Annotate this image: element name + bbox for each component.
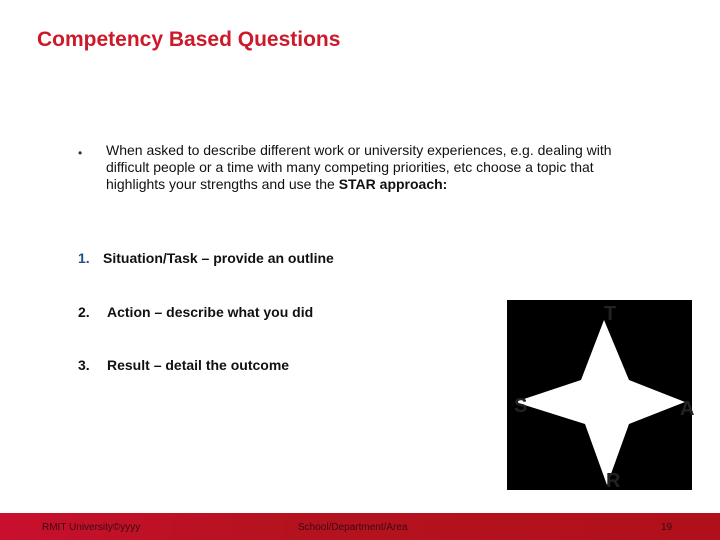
bullet-marker: •	[78, 146, 83, 160]
step-number: 2.	[78, 304, 90, 320]
step-dash: –	[153, 357, 162, 373]
intro-paragraph	[106, 142, 616, 193]
footer-area: School/Department/Area	[298, 522, 408, 533]
step-dash: –	[154, 304, 163, 320]
four-point-star-icon	[507, 300, 695, 490]
footer-org: RMIT University©yyyy	[42, 522, 141, 533]
star-letter-a: A	[680, 398, 695, 420]
intro-tail: approach:	[379, 176, 448, 192]
step-description: provide an outline	[213, 250, 334, 266]
step-label: Action	[107, 304, 151, 320]
step-number: 1.	[78, 250, 90, 266]
step-label: Result	[107, 357, 150, 373]
footer-bar	[0, 513, 720, 540]
star-letter-t: T	[604, 303, 617, 325]
step-result	[78, 357, 289, 373]
step-dash: –	[201, 250, 210, 266]
intro-text: When asked to describe different work or university experiences, e.g. dealing with difficult people or a time with many competing priorities, etc choose a topic that highlights your strengths and use the	[106, 142, 612, 192]
step-number: 3.	[78, 357, 90, 373]
step-description: detail the outcome	[165, 357, 290, 373]
star-letter-s: S	[514, 395, 528, 417]
step-description: describe what you did	[166, 304, 314, 320]
star-emphasis: STAR	[338, 176, 376, 192]
step-situation-task	[78, 250, 334, 266]
page-number: 19	[661, 522, 673, 533]
star-graphic	[507, 300, 695, 492]
step-action	[78, 304, 313, 320]
slide-title: Competency Based Questions	[37, 28, 341, 51]
star-letter-r: R	[606, 470, 621, 492]
step-label: Situation/Task	[103, 250, 198, 266]
